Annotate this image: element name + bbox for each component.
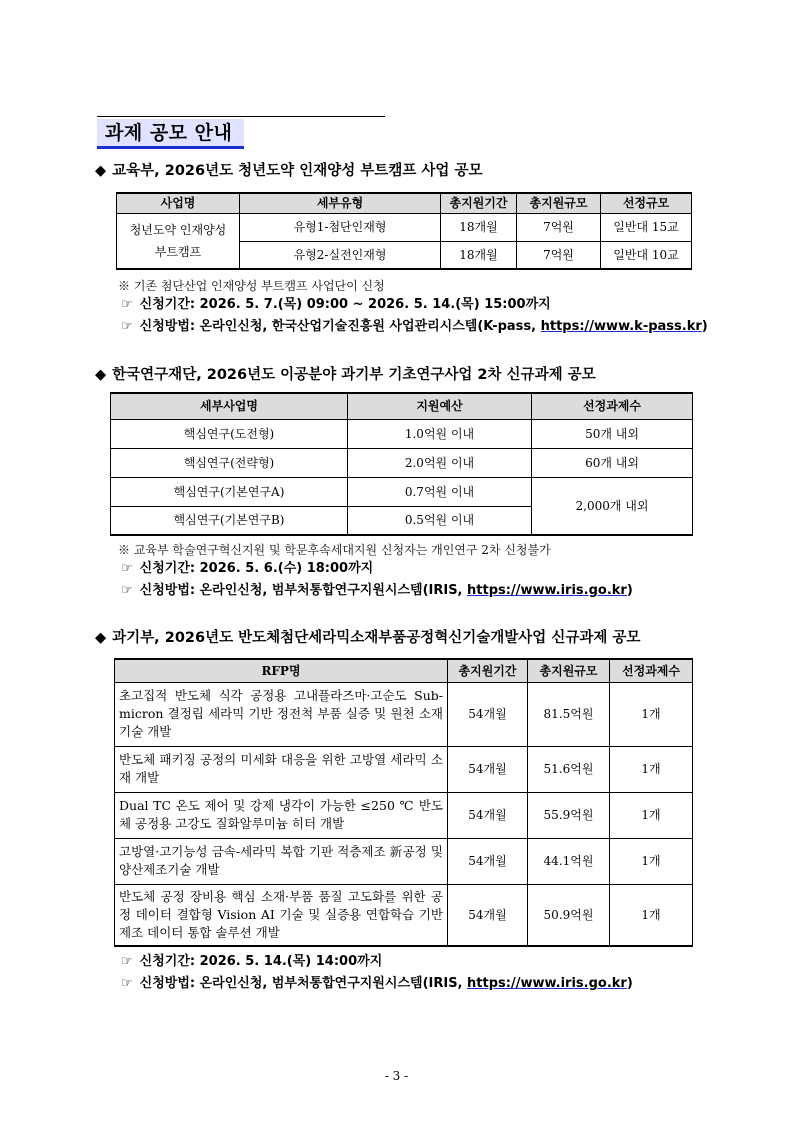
table-header: 총지원기간 — [441, 193, 517, 213]
table-cell: 핵심연구(전략형) — [111, 448, 348, 477]
pointing-hand-icon: ☞ — [121, 319, 133, 334]
section-1-note: ※ 기존 첨단산업 인재양성 부트캠프 사업단이 신청 — [118, 279, 385, 293]
table-cell: 54개월 — [448, 884, 528, 946]
table-cell: 일반대 10교 — [601, 241, 692, 269]
table-row — [115, 884, 693, 946]
table-header: 사업명 — [117, 193, 240, 213]
section-3-method: ☞ 신청방법: 온라인신청, 범부처통합연구지원시스템(IRIS, https://www.iris.go.kr) — [121, 976, 633, 991]
table-row — [115, 682, 693, 746]
table-header: 지원예산 — [348, 393, 532, 419]
pointing-hand-icon: ☞ — [121, 561, 133, 576]
program-name-cell: 청년도약 인재양성 부트캠프 — [117, 213, 240, 269]
table-cell: 0.7억원 이내 — [348, 477, 532, 506]
table-header: 세부유형 — [240, 193, 441, 213]
table-row — [115, 792, 693, 838]
table-cell: 1.0억원 이내 — [348, 419, 532, 448]
section-2-table — [110, 392, 693, 536]
table-cell: 유형1-첨단인재형 — [240, 213, 441, 241]
page-number: - 3 - — [384, 1069, 409, 1083]
table-cell: 7억원 — [517, 213, 601, 241]
table-row — [111, 448, 693, 477]
iris-link[interactable]: https://www.iris.go.kr — [467, 583, 627, 598]
table-cell: 핵심연구(도전형) — [111, 419, 348, 448]
table-cell: 60개 내외 — [532, 448, 693, 477]
section-1-heading-text: 교육부, 2026년도 청년도약 인재양성 부트캠프 사업 공모 — [112, 163, 483, 179]
table-header: 세부사업명 — [111, 393, 348, 419]
table-cell: 유형2-실전인재형 — [240, 241, 441, 269]
table-row — [117, 213, 692, 241]
table-header: 선정규모 — [601, 193, 692, 213]
table-cell: 54개월 — [448, 682, 528, 746]
section-1-table — [116, 192, 692, 270]
table-cell: 54개월 — [448, 838, 528, 884]
table-header: 총지원기간 — [448, 659, 528, 682]
rfp-title-cell: 반도체 패키징 공정의 미세화 대응을 위한 고방열 세라믹 소재 개발 — [115, 746, 448, 792]
rfp-title-cell: 초고집적 반도체 식각 공정용 고내플라즈마·고순도 Sub-micron 결정립 세라믹 기반 정전척 부품 실증 및 원천 소재 기술 개발 — [115, 682, 448, 746]
title-top-rule — [97, 116, 385, 117]
table-row — [111, 419, 693, 448]
table-cell: 1개 — [610, 884, 693, 946]
table-cell: 54개월 — [448, 746, 528, 792]
k-pass-link[interactable]: https://www.k-pass.kr — [540, 319, 702, 334]
table-cell: 18개월 — [441, 241, 517, 269]
table-header: 총지원규모 — [528, 659, 610, 682]
section-2-note: ※ 교육부 학술연구혁신지원 및 학문후속세대지원 신청자는 개인연구 2차 신청불가 — [118, 543, 551, 557]
section-3-heading — [95, 628, 640, 648]
rfp-title-cell: 고방열·고기능성 금속-세라믹 복합 기판 적층제조 新공정 및 양산제조기술 개발 — [115, 838, 448, 884]
title-underline — [97, 146, 244, 149]
table-cell: 7억원 — [517, 241, 601, 269]
table-cell: 18개월 — [441, 213, 517, 241]
section-3-period: ☞ 신청기간: 2026. 5. 14.(목) 14:00까지 — [121, 954, 383, 969]
table-header: RFP명 — [115, 659, 448, 682]
rfp-title-cell: 반도체 공정 장비용 핵심 소재·부품 품질 고도화를 위한 공정 데이터 결합형 Vision AI 기술 및 실증용 연합학습 기반 제조 데이터 통합 솔루션 개발 — [115, 884, 448, 946]
section-2-heading — [95, 365, 596, 385]
table-cell: 1개 — [610, 746, 693, 792]
table-cell: 50.9억원 — [528, 884, 610, 946]
table-header: 선정과제수 — [610, 659, 693, 682]
section-2-method: ☞ 신청방법: 온라인신청, 범부처통합연구지원시스템(IRIS, https://www.iris.go.kr) — [121, 583, 633, 598]
table-cell: 54개월 — [448, 792, 528, 838]
section-1-period: ☞ 신청기간: 2026. 5. 7.(목) 09:00 ~ 2026. 5. 14.(목) 15:00까지 — [121, 297, 551, 312]
section-1-heading — [95, 161, 482, 181]
table-cell: 1개 — [610, 792, 693, 838]
table-row — [115, 746, 693, 792]
table-cell: 44.1억원 — [528, 838, 610, 884]
diamond-bullet-icon: ◆ — [95, 630, 107, 646]
section-2-heading-text: 한국연구재단, 2026년도 이공분야 과기부 기초연구사업 2차 신규과제 공모 — [112, 367, 596, 383]
table-row — [111, 477, 693, 506]
table-cell: 55.9억원 — [528, 792, 610, 838]
pointing-hand-icon: ☞ — [121, 297, 133, 312]
table-cell: 핵심연구(기본연구A) — [111, 477, 348, 506]
table-cell: 1개 — [610, 838, 693, 884]
table-row — [115, 838, 693, 884]
table-cell: 0.5억원 이내 — [348, 506, 532, 535]
section-2-period: ☞ 신청기간: 2026. 5. 6.(수) 18:00까지 — [121, 561, 374, 576]
table-cell: 2.0억원 이내 — [348, 448, 532, 477]
section-1-method: ☞ 신청방법: 온라인신청, 한국산업기술진흥원 사업관리시스템(K-pass, https://www.k-pass.kr) — [121, 319, 708, 334]
table-cell: 81.5억원 — [528, 682, 610, 746]
iris-link[interactable]: https://www.iris.go.kr — [467, 976, 627, 991]
table-cell: 1개 — [610, 682, 693, 746]
pointing-hand-icon: ☞ — [121, 954, 133, 969]
section-3-table — [114, 658, 693, 947]
table-cell: 2,000개 내외 — [532, 477, 693, 535]
pointing-hand-icon: ☞ — [121, 976, 133, 991]
page-title: 과제 공모 안내 — [105, 122, 233, 144]
section-3-heading-text: 과기부, 2026년도 반도체첨단세라믹소재부품공정혁신기술개발사업 신규과제 공모 — [112, 630, 641, 646]
diamond-bullet-icon: ◆ — [95, 367, 107, 383]
table-header: 선정과제수 — [532, 393, 693, 419]
table-cell: 50개 내외 — [532, 419, 693, 448]
table-cell: 일반대 15교 — [601, 213, 692, 241]
rfp-title-cell: Dual TC 온도 제어 및 강제 냉각이 가능한 ≤250 ℃ 반도체 공정용 고강도 질화알루미늄 히터 개발 — [115, 792, 448, 838]
table-cell: 핵심연구(기본연구B) — [111, 506, 348, 535]
pointing-hand-icon: ☞ — [121, 583, 133, 598]
diamond-bullet-icon: ◆ — [95, 163, 107, 179]
table-header: 총지원규모 — [517, 193, 601, 213]
table-cell: 51.6억원 — [528, 746, 610, 792]
